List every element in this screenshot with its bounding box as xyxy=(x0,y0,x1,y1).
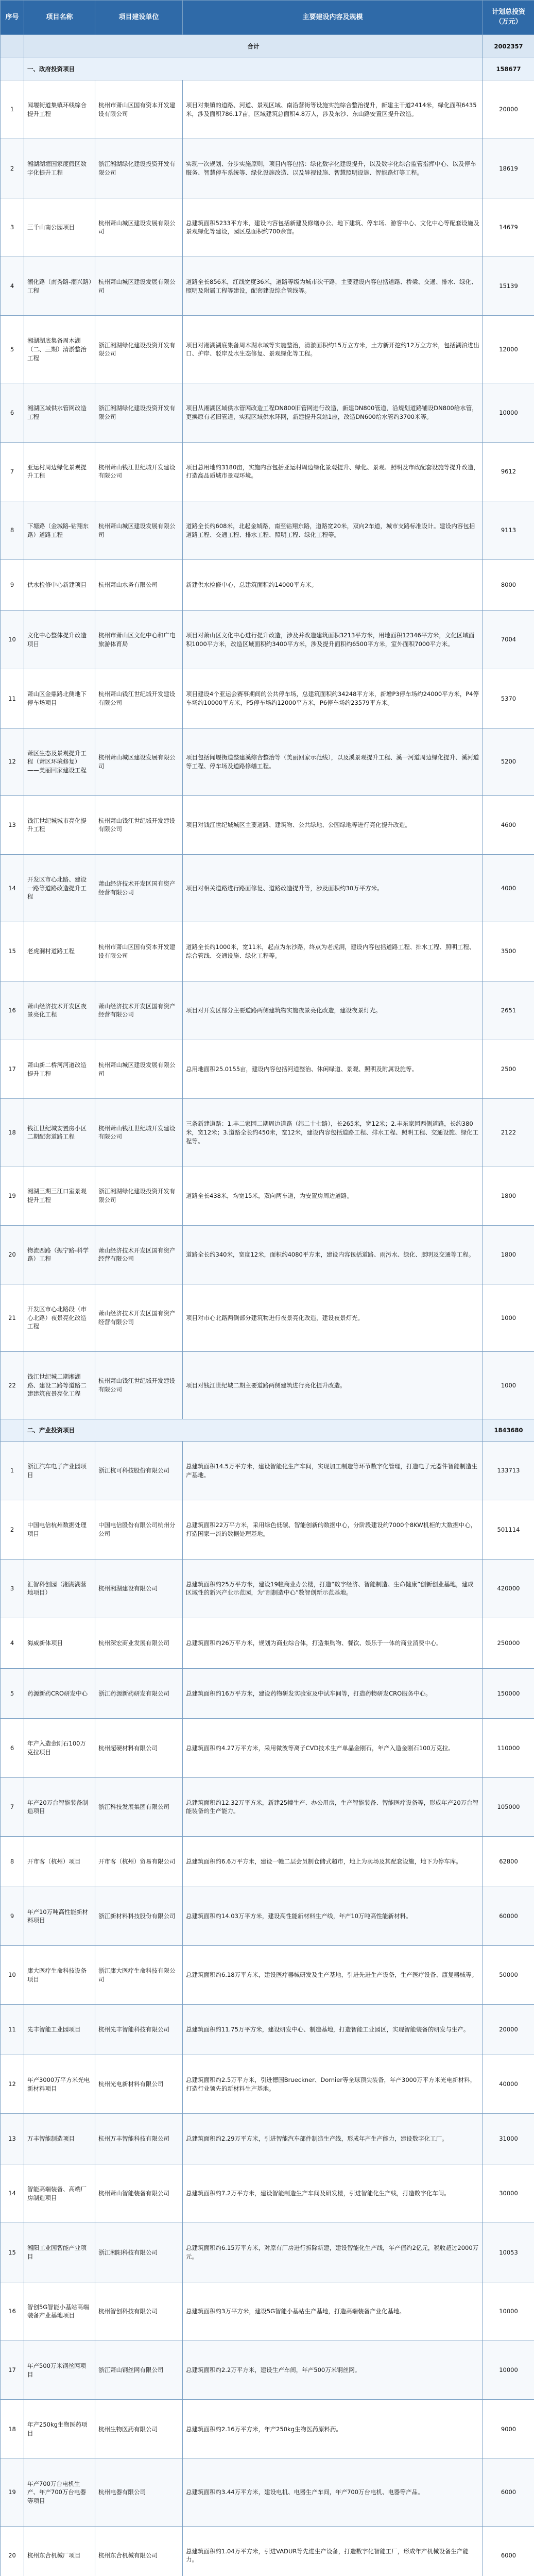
project-description: 项目对市心北路两侧部分建筑物进行夜景亮化改造，建设夜景灯光。 xyxy=(183,1284,483,1351)
project-name: 年产10万吨高性能新材料项目 xyxy=(24,1887,95,1945)
row-number: 12 xyxy=(1,2055,24,2114)
planned-investment: 14679 xyxy=(483,198,534,257)
row-number: 20 xyxy=(1,2526,24,2576)
construction-unit: 杭州萧山城区建设发展有限公司 xyxy=(95,198,183,257)
table-row xyxy=(1,1946,534,2005)
table-row xyxy=(1,316,534,383)
construction-unit: 杭州萧山智能装备有限公司 xyxy=(95,2164,183,2223)
construction-unit: 杭州湘湖建设有限公司 xyxy=(95,1559,183,1618)
project-description: 项目包括闻堰街道整建溪综合整治等（美丽回家示范线），以及溪景观提升工程、溪一河道周边绿化提升、溪河道等工程、停车场及道路修缮工程。 xyxy=(183,728,483,795)
row-number: 20 xyxy=(1,1225,24,1284)
planned-investment: 18619 xyxy=(483,139,534,198)
project-name: 年产500万米钢丝网项目 xyxy=(24,2341,95,2400)
row-number: 6 xyxy=(1,1719,24,1777)
construction-unit: 萧山经济技术开发区国有资产经营有限公司 xyxy=(95,1225,183,1284)
table-row xyxy=(1,1166,534,1225)
project-description: 总建筑面积约12.32万平方米，新建25幢生产、办公用房，生产智能装备、智能医疗设备等，形成年产20万台智能装备的生产能力。 xyxy=(183,1777,483,1836)
project-description: 项目对钱江世纪城城区主要道路、建筑物、公共绿地、公园绿地等进行亮化提升改造。 xyxy=(183,795,483,854)
planned-investment: 150000 xyxy=(483,1668,534,1719)
header-description: 主要建设内容及规模 xyxy=(183,1,483,35)
row-number: 1 xyxy=(1,1441,24,1500)
table-row xyxy=(1,80,534,139)
planned-investment: 6000 xyxy=(483,2459,534,2526)
project-description: 总建筑面积5233平方米，建设内容包括新建及修缮办公、地下建筑、停车场、游客中心、文化中心等配套设施及景观绿化等建设，园区总面积约700余亩。 xyxy=(183,198,483,257)
planned-investment: 110000 xyxy=(483,1719,534,1777)
construction-unit: 萧山经济技术开发区国有资产经营有限公司 xyxy=(95,1284,183,1351)
row-number: 8 xyxy=(1,501,24,560)
table-row xyxy=(1,922,534,981)
planned-investment: 60000 xyxy=(483,1887,534,1945)
project-description: 道路全长约1000米，宽11米，起点为东沙路，终点为老虎洞，建设内容包括道路工程、排水工程、照明工程、综合管线、交通设施、绿化工程等。 xyxy=(183,922,483,981)
planned-investment: 7004 xyxy=(483,611,534,669)
construction-unit: 杭州萧山水务有限公司 xyxy=(95,560,183,611)
section-row xyxy=(1,58,534,80)
project-name: 湘湖湖底集备周木湖（二、三期）清淤整治工程 xyxy=(24,316,95,383)
header-project-name: 项目名称 xyxy=(24,1,95,35)
project-name: 下塘路（金城路-钻翔东路）道路工程 xyxy=(24,501,95,560)
table-row xyxy=(1,2459,534,2526)
row-number: 10 xyxy=(1,611,24,669)
project-name: 浙江汽车电子产业园项目 xyxy=(24,1441,95,1500)
planned-investment: 4600 xyxy=(483,795,534,854)
table-row xyxy=(1,1099,534,1166)
project-description: 总建筑面积14.5万平方米，建设智能化生产车间，实现加工制造等环节数字化管理，打造电子元器件智能制造生产基地。 xyxy=(183,1441,483,1500)
header-unit: 项目建设单位 xyxy=(95,1,183,35)
total-row xyxy=(1,35,534,58)
total-value: 2002357 xyxy=(483,35,534,58)
project-name: 万丰智能制造项目 xyxy=(24,2114,95,2164)
project-name: 萧山经济技术开发区夜景亮化工程 xyxy=(24,981,95,1040)
project-name: 钱江世纪城二期湘湖路、建设二路等道路二建建筑夜景亮化工程 xyxy=(24,1351,95,1419)
row-number: 3 xyxy=(1,198,24,257)
project-description: 总建筑面积约6.15万平方米，对原有厂房进行拆除新建，建设智能化生产线，年产值约2亿元，税收超过2000万元。 xyxy=(183,2223,483,2282)
header-no: 序号 xyxy=(1,1,24,35)
planned-investment: 420000 xyxy=(483,1559,534,1618)
section-title: 二、产业投资项目 xyxy=(24,1419,483,1441)
construction-unit: 杭州超硬材料有限公司 xyxy=(95,1719,183,1777)
table-row xyxy=(1,1040,534,1098)
construction-unit: 杭州电器有限公司 xyxy=(95,2459,183,2526)
section-total: 1843680 xyxy=(483,1419,534,1441)
project-name: 先丰智能工业园项目 xyxy=(24,2005,95,2055)
project-name: 萧山新二桥河河道改造提升工程 xyxy=(24,1040,95,1098)
planned-investment: 1800 xyxy=(483,1225,534,1284)
project-name: 闻堰街道集镇环线综合提升工程 xyxy=(24,80,95,139)
project-name: 年产700万台电机生产、年产700万台电器等项目 xyxy=(24,2459,95,2526)
planned-investment: 1000 xyxy=(483,1284,534,1351)
construction-unit: 杭州萧山钱江世纪城开发建设有限公司 xyxy=(95,442,183,501)
planned-investment: 9000 xyxy=(483,2400,534,2459)
construction-unit: 开市客（杭州）贸易有限公司 xyxy=(95,1836,183,1887)
construction-unit: 杭州萧山城区建设发展有限公司 xyxy=(95,1040,183,1098)
row-number: 14 xyxy=(1,855,24,922)
project-name: 开发区市心北路段（市心北路）夜景亮化改造工程 xyxy=(24,1284,95,1351)
project-description: 项目总用地约3180亩，实施内容包括亚运村周边绿化景观提升、绿化、景观、照明及市政配套设施等提升改造，打造高品质城市景观环境。 xyxy=(183,442,483,501)
construction-unit: 萧山经济技术开发区国有资产经营有限公司 xyxy=(95,855,183,922)
construction-unit: 浙江湘湖绿化建设投资开发有限公司 xyxy=(95,383,183,442)
row-number: 5 xyxy=(1,1668,24,1719)
row-number: 22 xyxy=(1,1351,24,1419)
row-number: 18 xyxy=(1,2400,24,2459)
project-description: 总建筑面积约14.03万平方米，建设高性能新材料生产线，年产10万吨高性能新材料。 xyxy=(183,1887,483,1945)
project-description: 项目对钱江世纪城二期主要道路两侧建筑进行亮化提升改造。 xyxy=(183,1351,483,1419)
construction-unit: 杭州萧山钱江世纪城开发建设有限公司 xyxy=(95,1351,183,1419)
section-title: 一、政府投资项目 xyxy=(24,58,483,80)
table-row xyxy=(1,139,534,198)
planned-investment: 31000 xyxy=(483,2114,534,2164)
table-row xyxy=(1,2114,534,2164)
project-description: 实现一次规划、分步实施原则，项目内容包括：绿化数字化建设提升，以及数字化综合监管指挥中心、以及停车服务、智慧停车系统等、绿化设施改造、以及导视设施、智慧照明设施、智能路灯等工程。 xyxy=(183,139,483,198)
row-number: 15 xyxy=(1,2223,24,2282)
project-name: 文化中心整体提升改造项目 xyxy=(24,611,95,669)
construction-unit: 浙江科技发展集团有限公司 xyxy=(95,1777,183,1836)
construction-unit: 中国电信股份有限公司杭州分公司 xyxy=(95,1500,183,1559)
table-row xyxy=(1,2341,534,2400)
row-number: 2 xyxy=(1,139,24,198)
table-row xyxy=(1,1225,534,1284)
project-description: 新建供水检修中心，总建筑面积约14000平方米。 xyxy=(183,560,483,611)
table-row xyxy=(1,442,534,501)
planned-investment: 1000 xyxy=(483,1351,534,1419)
project-name: 老虎洞村道路工程 xyxy=(24,922,95,981)
planned-investment: 2500 xyxy=(483,1040,534,1098)
table-row xyxy=(1,1836,534,1887)
table-row xyxy=(1,198,534,257)
planned-investment: 4000 xyxy=(483,855,534,922)
construction-unit: 杭州市萧山区国有资本开发建设有限公司 xyxy=(95,80,183,139)
project-name: 供水检修中心新建项目 xyxy=(24,560,95,611)
construction-unit: 浙江萧山钢丝网有限公司 xyxy=(95,2341,183,2400)
table-row xyxy=(1,2005,534,2055)
construction-unit: 杭州深宏商业发展有限公司 xyxy=(95,1618,183,1668)
project-description: 总建筑面积约2.29万平方米，引进智能汽车部件制造生产线，形成年产生产能力，建设数字化工厂。 xyxy=(183,2114,483,2164)
table-row xyxy=(1,2223,534,2282)
planned-investment: 133713 xyxy=(483,1441,534,1500)
construction-unit: 杭州萧山城区建设发展有限公司 xyxy=(95,501,183,560)
construction-unit: 杭州先丰智能科技有限公司 xyxy=(95,2005,183,2055)
table-row xyxy=(1,560,534,611)
project-name: 钱江世纪城城市亮化提升工程 xyxy=(24,795,95,854)
planned-investment: 15139 xyxy=(483,257,534,316)
project-description: 总建筑面积约16万平方米，建设药物研发实验室及中试车间等，打造药物研发CRO服务中心。 xyxy=(183,1668,483,1719)
project-description: 总建筑面积22万平方米，采用绿色低碳、智能创新的数据中心，分阶段建设约7000个8KW机柜的大数据中心，打造国家一流的数据处理基地。 xyxy=(183,1500,483,1559)
table-row xyxy=(1,2400,534,2459)
planned-investment: 10000 xyxy=(483,383,534,442)
project-description: 总用地面积25.0155亩，建设内容包括河道整治、休闲绿道、景观、照明及附属设施等。 xyxy=(183,1040,483,1098)
table-row xyxy=(1,2055,534,2114)
project-description: 总建筑面积约4.27万平方米，采用微波等离子CVD技术生产单晶金刚石，年产入造金刚石100万克拉。 xyxy=(183,1719,483,1777)
table-row xyxy=(1,501,534,560)
project-name: 开市客（杭州）项目 xyxy=(24,1836,95,1887)
project-description: 总建筑面积约6.18万平方米，建设医疗器械研发及生产基地，引进先进生产设备，生产医疗设备、康复器械等。 xyxy=(183,1946,483,2005)
section-blank-cell xyxy=(1,58,24,80)
construction-unit: 杭州萧山钱江世纪城开发建设有限公司 xyxy=(95,795,183,854)
row-number: 13 xyxy=(1,2114,24,2164)
table-row xyxy=(1,2282,534,2341)
planned-investment: 5370 xyxy=(483,669,534,728)
row-number: 12 xyxy=(1,728,24,795)
construction-unit: 浙江湘湖绿化建设投资开发有限公司 xyxy=(95,139,183,198)
project-name: 潮化路（南秀路-潮兴路）工程 xyxy=(24,257,95,316)
planned-investment: 20000 xyxy=(483,80,534,139)
project-name: 智能高端装备、高端厂房制造项目 xyxy=(24,2164,95,2223)
planned-investment: 10000 xyxy=(483,2341,534,2400)
table-row xyxy=(1,981,534,1040)
planned-investment: 105000 xyxy=(483,1777,534,1836)
table-header xyxy=(1,1,534,35)
construction-unit: 杭州市萧山区文化中心和广电旅游体育局 xyxy=(95,611,183,669)
project-name: 湘阳工业园智能产业项目 xyxy=(24,2223,95,2282)
table-row xyxy=(1,2526,534,2576)
planned-investment: 9612 xyxy=(483,442,534,501)
table-row xyxy=(1,728,534,795)
project-name: 康大医疗生命科技设备项目 xyxy=(24,1946,95,2005)
section-row xyxy=(1,1419,534,1441)
project-description: 总建筑面积约1.04万平方米，引进VADUR等先进生产设备，打造数字化智能工厂，形成年产机械设备生产能力。 xyxy=(183,2526,483,2576)
planned-investment: 62800 xyxy=(483,1836,534,1887)
row-number: 13 xyxy=(1,795,24,854)
table-row xyxy=(1,1351,534,1419)
table-row xyxy=(1,611,534,669)
table-row xyxy=(1,257,534,316)
construction-unit: 浙江湘阳科技有限公司 xyxy=(95,2223,183,2282)
table-body xyxy=(1,35,534,2576)
planned-investment: 2651 xyxy=(483,981,534,1040)
construction-unit: 浙江药源新药研发有限公司 xyxy=(95,1668,183,1719)
row-number: 8 xyxy=(1,1836,24,1887)
project-description: 总建筑面积约25万平方米，建设19幢商业办公楼，打造“数字经济、智能制造、生命健康”创新创业基地，建成区域性的新兴产业示范园，为“制制造中心”数智创新示范基地。 xyxy=(183,1559,483,1618)
table-row xyxy=(1,855,534,922)
project-description: 总建筑面积约2.16万平方米，年产250kg生物医药原料药。 xyxy=(183,2400,483,2459)
total-label: 合计 xyxy=(24,35,483,58)
row-number: 11 xyxy=(1,669,24,728)
planned-investment: 10000 xyxy=(483,2282,534,2341)
project-description: 项目对萧山区文化中心进行提升改造，涉及并改造建筑面积3213平方米，用地面积12346平方米，文化区域面积1000平方米，改造区域面积约3400平方米，涉及提升面积约6500平方米，室外面积7000平方米。 xyxy=(183,611,483,669)
row-number: 5 xyxy=(1,316,24,383)
construction-unit: 浙江康大医疗生命科技有限公司 xyxy=(95,1946,183,2005)
project-description: 道路全长856米，红线宽度36米，道路等级为城市次干路，主要建设内容包括道路、桥梁、交通、排水、绿化、照明及附属工程等建设，配套建设综合管线等。 xyxy=(183,257,483,316)
table-row xyxy=(1,1887,534,1945)
project-description: 总建筑面积约11.75万平方米，建设研发中心、制造基地，打造智能工业园区，实现智能装备的研发与生产。 xyxy=(183,2005,483,2055)
project-description: 总建筑面积约3万平方米，建设5G智能小基站生产基地，打造高端装备产业化基地。 xyxy=(183,2282,483,2341)
project-description: 总建筑面积约7.2万平方米，建设智能制造生产车间及研发楼，引进智能化生产线，打造数字化车间。 xyxy=(183,2164,483,2223)
construction-unit: 杭州萧山城区建设发展有限公司 xyxy=(95,728,183,795)
row-number: 17 xyxy=(1,2341,24,2400)
construction-unit: 杭州光电新材料有限公司 xyxy=(95,2055,183,2114)
row-number: 9 xyxy=(1,560,24,611)
construction-unit: 杭州东合机械有限公司 xyxy=(95,2526,183,2576)
construction-unit: 杭州市萧山区国有资本开发建设有限公司 xyxy=(95,922,183,981)
row-number: 4 xyxy=(1,257,24,316)
total-blank-cell xyxy=(1,35,24,58)
project-description: 总建筑面积约6.6万平方米，建设一幢二层会员制仓储式超市，地上为卖场及其配套设施，地下为停车库。 xyxy=(183,1836,483,1887)
project-name: 湘湖湖塘国家度假区数字化提升工程 xyxy=(24,139,95,198)
planned-investment: 250000 xyxy=(483,1618,534,1668)
project-description: 项目建设4个亚运会赛事期间的公共停车场，总建筑面积约34248平方米，新增P3停车场约24000平方米，P4停车场约10000平方米，P5停车场约12000平方米，P6停车场约23579平方米。 xyxy=(183,669,483,728)
row-number: 3 xyxy=(1,1559,24,1618)
planned-investment: 12000 xyxy=(483,316,534,383)
table-row xyxy=(1,669,534,728)
row-number: 16 xyxy=(1,981,24,1040)
row-number: 14 xyxy=(1,2164,24,2223)
construction-unit: 萧山经济技术开发区国有资产经营有限公司 xyxy=(95,981,183,1040)
project-description: 总建筑面积约26万平方米，规划为商业综合体，打造集购物、餐饮、娱乐于一体的商业消费中心。 xyxy=(183,1618,483,1668)
section-total: 158677 xyxy=(483,58,534,80)
project-name: 萧山区金鼎路北侧地下停车场项目 xyxy=(24,669,95,728)
row-number: 19 xyxy=(1,1166,24,1225)
project-description: 总建筑面积约2.2万平方米，建设生产车间，年产500万米钢丝网。 xyxy=(183,2341,483,2400)
project-name: 萧区生态及景观提升工程（萧区环境修复）——美丽回家建设工程 xyxy=(24,728,95,795)
row-number: 19 xyxy=(1,2459,24,2526)
project-name: 湘湖三期三江口室景观提升工程 xyxy=(24,1166,95,1225)
table-row xyxy=(1,1284,534,1351)
project-name: 年产入造金刚石100万克拉项目 xyxy=(24,1719,95,1777)
planned-investment: 40000 xyxy=(483,2055,534,2114)
construction-unit: 浙江湘湖绿化建设投资开发有限公司 xyxy=(95,316,183,383)
header-row xyxy=(1,1,534,35)
construction-unit: 浙江新材料科技股份有限公司 xyxy=(95,1887,183,1945)
project-description: 道路全长约608米，北起金城路，南至钻翔东路，道路宽20米，双向2车道，城市支路标准设计。建设内容包括道路工程、交通工程、排水工程、照明工程、绿化工程等。 xyxy=(183,501,483,560)
construction-unit: 杭州萧山城区建设发展有限公司 xyxy=(95,257,183,316)
table-row xyxy=(1,2164,534,2223)
row-number: 16 xyxy=(1,2282,24,2341)
project-name: 湘湖区域供水管网改造工程 xyxy=(24,383,95,442)
construction-unit: 杭州智创科技有限公司 xyxy=(95,2282,183,2341)
project-description: 三条新建道路：1.丰二家园二期周边道路（纬二十七路），长265米，宽12米；2.丰东家园西侧道路，长约380米，宽12米；3.道路全长约450米，宽12米，建设内容包括道路工程、排水工程、照明工程、交通设施、绿化工程等。 xyxy=(183,1099,483,1166)
row-number: 7 xyxy=(1,1777,24,1836)
section-blank-cell xyxy=(1,1419,24,1441)
project-description: 总建筑面积约2.5万平方米，引进德国Brueckner、Dornier等全球顶尖装备，年产3000万平方米光电新材料，打造行业领先的新材料生产基地。 xyxy=(183,2055,483,2114)
project-name: 亚运村周边绿化景观提升工程 xyxy=(24,442,95,501)
project-name: 海威新体项目 xyxy=(24,1618,95,1668)
project-name: 年产20万台智能装备制造项目 xyxy=(24,1777,95,1836)
row-number: 11 xyxy=(1,2005,24,2055)
project-description: 项目对相关道路进行路面修复、道路改造提升等，涉及面积约30万平方米。 xyxy=(183,855,483,922)
planned-investment: 1800 xyxy=(483,1166,534,1225)
planned-investment: 9113 xyxy=(483,501,534,560)
planned-investment: 10053 xyxy=(483,2223,534,2282)
project-description: 项目对湘湖湖底集备周木湖水域等实施整治，清淤面积约15万立方米，土方新开挖约12万立方米，包括湖泊进出口、护岸、驳岸及水生态修复、景观绿化等工程。 xyxy=(183,316,483,383)
project-name: 钱江世纪城安置房小区二期配套道路工程 xyxy=(24,1099,95,1166)
construction-unit: 杭州萧山钱江世纪城开发建设有限公司 xyxy=(95,669,183,728)
table-row xyxy=(1,383,534,442)
table-row xyxy=(1,1441,534,1500)
row-number: 21 xyxy=(1,1284,24,1351)
construction-unit: 杭州萧山钱江世纪城开发建设有限公司 xyxy=(95,1099,183,1166)
planned-investment: 8000 xyxy=(483,560,534,611)
table-row xyxy=(1,1500,534,1559)
project-name: 开发区市心北路、建设一路等道路改造提升工程 xyxy=(24,855,95,922)
planned-investment: 50000 xyxy=(483,1946,534,2005)
project-name: 三千山南公园项目 xyxy=(24,198,95,257)
header-investment: 计划总投资（万元） xyxy=(483,1,534,35)
row-number: 10 xyxy=(1,1946,24,2005)
table-row xyxy=(1,1559,534,1618)
planned-investment: 2122 xyxy=(483,1099,534,1166)
project-description: 项目从湘湖区域供水管网改造工程DN800旧管网进行改造，新建DN800管道，沿规划道路铺设DN800给水管，更换原有老旧管道，实现区域供水环网，新建提升泵站1座，改造DN600给水管约3700米等。 xyxy=(183,383,483,442)
project-name: 汇智科创园（湘湖湖营地项目） xyxy=(24,1559,95,1618)
row-number: 18 xyxy=(1,1099,24,1166)
project-name: 智创5G智能小基站高端装备产业基地项目 xyxy=(24,2282,95,2341)
row-number: 1 xyxy=(1,80,24,139)
project-description: 道路全长438米，均宽15米，双向两车道，为安置房周边道路。 xyxy=(183,1166,483,1225)
row-number: 9 xyxy=(1,1887,24,1945)
construction-unit: 杭州生物医药有限公司 xyxy=(95,2400,183,2459)
project-name: 中国电信杭州数据处理项目 xyxy=(24,1500,95,1559)
planned-investment: 3500 xyxy=(483,922,534,981)
planned-investment: 5200 xyxy=(483,728,534,795)
row-number: 4 xyxy=(1,1618,24,1668)
project-name: 年产250kg生物医药项目 xyxy=(24,2400,95,2459)
row-number: 17 xyxy=(1,1040,24,1098)
row-number: 7 xyxy=(1,442,24,501)
planned-investment: 501114 xyxy=(483,1500,534,1559)
project-name: 年产3000万平方米光电新材料项目 xyxy=(24,2055,95,2114)
table-row xyxy=(1,1618,534,1668)
project-description: 总建筑面积约3.44万平方米，建设电机、电器生产车间，年产700万台电机、电器等产品。 xyxy=(183,2459,483,2526)
row-number: 15 xyxy=(1,922,24,981)
row-number: 2 xyxy=(1,1500,24,1559)
planned-investment: 6000 xyxy=(483,2526,534,2576)
row-number: 6 xyxy=(1,383,24,442)
table-row xyxy=(1,1668,534,1719)
project-name: 物流西路（振宁路-科学路）工程 xyxy=(24,1225,95,1284)
project-description: 项目对开发区部分主要道路两侧建筑物实施夜景亮化改造，建设夜景灯光。 xyxy=(183,981,483,1040)
planned-investment: 30000 xyxy=(483,2164,534,2223)
table-row xyxy=(1,1719,534,1777)
project-description: 项目对集镇的道路、河道、景观区域、南沿营街等设施实施综合整治提升，新建主干道2414米，绿化面积6435米，涉及面积786.17亩，区域建筑总面积4.8万人，涉及东沙、东山路安置区提升改造。 xyxy=(183,80,483,139)
construction-unit: 杭州万丰智能科技有限公司 xyxy=(95,2114,183,2164)
table-row xyxy=(1,1777,534,1836)
planned-investment: 20000 xyxy=(483,2005,534,2055)
construction-unit: 浙江杭可科技股份有限公司 xyxy=(95,1441,183,1500)
project-name: 药源新药CRO研发中心 xyxy=(24,1668,95,1719)
construction-unit: 浙江湘湖绿化建设投资开发有限公司 xyxy=(95,1166,183,1225)
project-description: 道路全长约340米，宽度12米，面积约4080平方米，建设内容包括道路、雨污水、绿化、照明及交通等工程。 xyxy=(183,1225,483,1284)
project-name: 杭州东合机械厂项目 xyxy=(24,2526,95,2576)
table-row xyxy=(1,795,534,854)
